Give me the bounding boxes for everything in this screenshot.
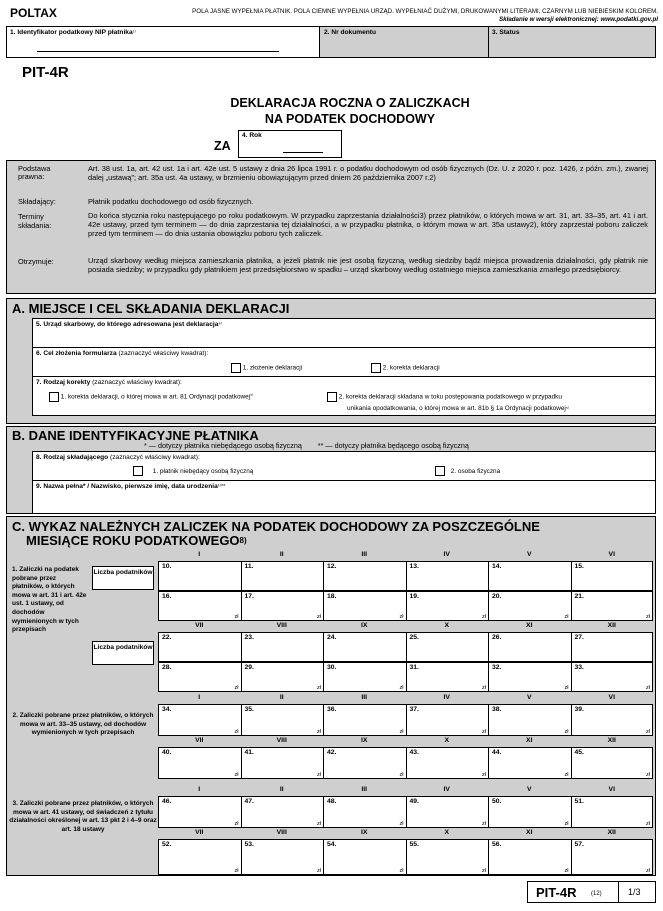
currency-label: zł <box>234 772 239 778</box>
brand-logo: POLTAX <box>10 6 57 20</box>
month-header: VIII <box>276 622 287 629</box>
currency-label: zł <box>564 772 569 778</box>
field-number: 36. <box>327 706 337 713</box>
footer-page: 1/3 <box>628 887 641 897</box>
field-number: 44. <box>492 749 502 756</box>
field-number: 32. <box>492 664 502 671</box>
currency-label: zł <box>481 685 486 691</box>
amount-field[interactable] <box>571 591 654 621</box>
amount-field[interactable] <box>323 839 406 875</box>
field-number: 21. <box>574 593 584 600</box>
podstawa-text: Art. 38 ust. 1a, art. 42 ust. 1a i art. 42e ust. 5 ustawy z dnia 26 lipca 1991 r. o podatku dochodowym od osób fizycznych (Dz. U. z 2020 r. poz. 1426, z późn. zm.), zwanej dalej „ustawą”; art. 35a ust. 4a ustawy, w brzmieniu obowiązującym przed dniem 26 października 2007 r.2) <box>88 164 648 182</box>
amount-field[interactable] <box>158 704 241 736</box>
footer-form-code: PIT-4R <box>536 885 577 900</box>
field-number: 37. <box>409 706 419 713</box>
currency-label: zł <box>564 685 569 691</box>
submitter-type-hint: (zaznaczyć właściwy kwadrat): <box>110 454 200 461</box>
section-c-title-line1: C. WYKAZ NALEŻNYCH ZALICZEK NA PODATEK DOCHODOWY ZA POSZCZEGÓLNE <box>12 519 540 534</box>
amount-field[interactable] <box>323 662 406 692</box>
correction-type-hint: (zaznaczyć właściwy kwadrat): <box>92 379 182 386</box>
currency-label: zł <box>316 772 321 778</box>
field-number: 16. <box>162 593 172 600</box>
month-header: III <box>361 786 368 793</box>
month-header: VI <box>608 694 615 701</box>
amount-field[interactable] <box>241 839 324 875</box>
form-code: PIT-4R <box>22 64 69 81</box>
month-header: IV <box>443 786 450 793</box>
liczba-podatnikow-b: Liczba podatników <box>92 641 154 665</box>
amount-field[interactable] <box>406 662 489 692</box>
amount-field[interactable] <box>241 747 324 779</box>
correction-type-label: 7. Rodzaj korekty <box>36 379 91 386</box>
field-number: 55. <box>409 841 419 848</box>
currency-label: zł <box>234 868 239 874</box>
currency-label: zł <box>316 868 321 874</box>
amount-field[interactable] <box>406 747 489 779</box>
month-header: VIII <box>276 829 287 836</box>
correction-art81-checkbox[interactable] <box>49 392 59 402</box>
field-number: 26. <box>492 634 502 641</box>
otrzymuje-label: Otrzymuje: <box>18 257 54 266</box>
terminy-text: Do końca stycznia roku następującego po roku podatkowym. W przypadku zaprzestania działalności3) przez płatników, o których mowa w art. 31, art. 33–35, art. 41 i art. 42e ustawy, przed tym terminem — do dnia zaprzestania tej działalności, a w przypadku płatnika, o którym mowa w art. 35a ustawy2), który zaprzestał poboru zaliczek przed tym terminem — do dnia ustania obowiązku poboru tych zaliczek. <box>88 211 648 238</box>
currency-label: zł <box>481 729 486 735</box>
month-header: X <box>444 737 450 744</box>
amount-field[interactable] <box>241 796 324 828</box>
field-number: 28. <box>162 664 172 671</box>
currency-label: zł <box>316 614 321 620</box>
year-label: 4. Rok <box>242 132 262 139</box>
field-number: 24. <box>327 634 337 641</box>
currency-label: zł <box>234 729 239 735</box>
field-number: 18. <box>327 593 337 600</box>
field-number: 50. <box>492 798 502 805</box>
field-number: 11. <box>244 563 254 570</box>
currency-label: zł <box>564 821 569 827</box>
amount-field[interactable] <box>571 747 654 779</box>
field-number: 22. <box>162 634 172 641</box>
month-header: III <box>361 551 368 558</box>
row2-label: 2. Zaliczki pobrane przez płatników, o których mowa w art. 33–35 ustawy, od dochodów wymienionych w tych przepisach <box>12 712 154 737</box>
amount-field[interactable] <box>241 632 324 662</box>
currency-label: zł <box>645 614 650 620</box>
purpose-hint: (zaznaczyć właściwy kwadrat): <box>118 350 209 357</box>
currency-label: zł <box>316 821 321 827</box>
month-header: IV <box>443 551 450 558</box>
natural-person-label: 2. osoba fizyczna <box>450 467 501 475</box>
footer-version: (12) <box>591 891 602 897</box>
field-number: 17. <box>244 593 254 600</box>
row3-label: 3. Zaliczki pobrane przez płatników, o których mowa w art. 41 ustawy, od świadczeń z tytułu działalności określonej w art. 13 pkt 2 i 4–9 oraz art. 18 ustawy <box>9 800 157 833</box>
amount-field[interactable] <box>323 704 406 736</box>
amount-field[interactable] <box>406 632 489 662</box>
field-number: 14. <box>492 563 502 570</box>
field-number: 29. <box>244 664 254 671</box>
amount-field[interactable] <box>158 796 241 828</box>
amount-field[interactable] <box>488 839 571 875</box>
month-header: VII <box>195 829 204 836</box>
amount-field[interactable] <box>323 747 406 779</box>
amount-field[interactable] <box>406 704 489 736</box>
nip-underline <box>37 51 279 52</box>
correction-art81b-footnote: ⁵⁾ <box>565 406 570 412</box>
field-number: 19. <box>409 593 419 600</box>
form-title-line2: NA PODATEK DOCHODOWY <box>264 112 436 126</box>
currency-label: zł <box>234 614 239 620</box>
currency-label: zł <box>645 685 650 691</box>
fill-instruction: POLA JASNE WYPEŁNIA PŁATNIK. POLA CIEMNE WYPEŁNIA URZĄD. WYPEŁNIAĆ DUŻYMI, DRUKOWANYMI LITERAMI, CZARNYM LUB NIEBIESKIM KOLOREM. <box>192 8 658 15</box>
amount-field[interactable] <box>488 704 571 736</box>
field-number: 15. <box>574 563 584 570</box>
skladajacy-label: Składający: <box>18 197 56 206</box>
currency-label: zł <box>399 868 404 874</box>
field-number: 20. <box>492 593 502 600</box>
month-header: XII <box>607 737 616 744</box>
year-field[interactable] <box>238 130 342 158</box>
month-header: X <box>444 829 450 836</box>
amount-field[interactable] <box>241 704 324 736</box>
footer-page-box <box>618 881 656 903</box>
currency-label: zł <box>399 614 404 620</box>
amount-field[interactable] <box>571 662 654 692</box>
month-header: I <box>198 786 201 793</box>
month-header: VII <box>195 622 204 629</box>
amount-field[interactable] <box>571 632 654 662</box>
month-header: V <box>526 786 532 793</box>
field-number: 34. <box>162 706 172 713</box>
month-header: V <box>526 694 532 701</box>
section-b-note: * — dotyczy płatnika niebędącego osobą fizyczną ** — dotyczy płatnika będącego osobą fizyczną <box>144 441 469 450</box>
amount-field[interactable] <box>406 796 489 828</box>
year-underline <box>283 152 323 153</box>
non-natural-person-label: 1. płatnik niebędący osobą fizyczną <box>152 467 254 475</box>
field-number: 39. <box>574 706 584 713</box>
month-header: IX <box>361 737 368 744</box>
purpose-declaration-checkbox[interactable] <box>231 363 241 373</box>
month-header: II <box>279 551 284 558</box>
field-number: 10. <box>162 563 172 570</box>
nip-footnote: ¹⁾ <box>132 30 136 36</box>
amount-field[interactable] <box>323 632 406 662</box>
currency-label: zł <box>564 729 569 735</box>
field-number: 40. <box>162 749 172 756</box>
amount-field[interactable] <box>571 704 654 736</box>
field-number: 45. <box>574 749 584 756</box>
field-number: 57. <box>574 841 584 848</box>
currency-label: zł <box>481 772 486 778</box>
amount-field[interactable] <box>488 591 571 621</box>
non-natural-person-checkbox[interactable] <box>133 466 143 476</box>
podstawa-label: Podstawa prawna: <box>18 164 51 182</box>
submitter-type-label: 8. Rodzaj składającego <box>36 454 109 461</box>
footer-code-box <box>527 881 619 903</box>
correction-art81-label: 1. korekta deklaracji, o której mowa w art. 81 Ordynacji podatkowej <box>60 393 251 401</box>
month-header: IX <box>361 622 368 629</box>
amount-field[interactable] <box>158 632 241 662</box>
currency-label: zł <box>645 772 650 778</box>
amount-field[interactable] <box>158 591 241 621</box>
currency-label: zł <box>645 821 650 827</box>
section-c-footnote: 8) <box>239 536 247 545</box>
month-header: I <box>198 551 201 558</box>
month-header: VII <box>195 737 204 744</box>
month-header: XI <box>526 737 533 744</box>
month-header: IV <box>443 694 450 701</box>
currency-label: zł <box>234 821 239 827</box>
natural-person-checkbox[interactable] <box>435 466 445 476</box>
amount-field[interactable] <box>571 839 654 875</box>
month-header: XII <box>607 829 616 836</box>
document-number-label: 2. Nr dokumentu <box>324 29 377 36</box>
row1-label: 1. Zaliczki na podatek pobrane przez płatników, o których mowa w art. 31 i art. 42e ust. 1 ustawy, od dochodów wymienionych w tych przepisach <box>12 566 87 634</box>
amount-field[interactable] <box>488 632 571 662</box>
currency-label: zł <box>564 614 569 620</box>
field-number: 13. <box>409 563 419 570</box>
month-header: XI <box>526 829 533 836</box>
purpose-correction-label: 2. korekta deklaracji <box>382 364 440 372</box>
field-number: 43. <box>409 749 419 756</box>
currency-label: zł <box>399 685 404 691</box>
amount-field[interactable] <box>488 747 571 779</box>
amount-field[interactable] <box>406 591 489 621</box>
field-number: 53. <box>244 841 254 848</box>
amount-field[interactable] <box>323 591 406 621</box>
field-number: 27. <box>574 634 584 641</box>
correction-art81b-label-line2: unikania opodatkowania, o której mowa w art. 81b § 1a Ordynacji podatkowej <box>347 405 566 412</box>
month-header: IX <box>361 829 368 836</box>
field-number: 51. <box>574 798 584 805</box>
name-label: 9. Nazwa pełna* / Nazwisko, pierwsze imię, data urodzenia <box>36 483 218 490</box>
field-number: 42. <box>327 749 337 756</box>
field-number: 23. <box>244 634 254 641</box>
field-number: 38. <box>492 706 502 713</box>
currency-label: zł <box>481 821 486 827</box>
name-field[interactable] <box>32 480 656 514</box>
currency-label: zł <box>645 868 650 874</box>
amount-field[interactable] <box>158 662 241 692</box>
submitter-type-field <box>32 451 656 481</box>
name-footnote: ¹⁾** <box>217 484 226 490</box>
tax-office-footnote: ⁴⁾ <box>218 322 223 328</box>
amount-field[interactable] <box>241 561 324 591</box>
month-header: I <box>198 694 201 701</box>
doc-divider <box>488 26 489 58</box>
amount-field[interactable] <box>406 561 489 591</box>
currency-label: zł <box>399 729 404 735</box>
field-number: 25. <box>409 634 419 641</box>
form-title-line1: DEKLARACJA ROCZNA O ZALICZKACH <box>230 96 470 110</box>
correction-art81b-checkbox[interactable] <box>327 392 337 402</box>
amount-field[interactable] <box>406 839 489 875</box>
terminy-label: Terminy składania: <box>18 212 52 230</box>
currency-label: zł <box>481 868 486 874</box>
currency-label: zł <box>481 614 486 620</box>
purpose-correction-checkbox[interactable] <box>371 363 381 373</box>
amount-field[interactable] <box>323 796 406 828</box>
field-number: 54. <box>327 841 337 848</box>
currency-label: zł <box>399 821 404 827</box>
month-header: VI <box>608 786 615 793</box>
amount-field[interactable] <box>241 591 324 621</box>
tax-office-field[interactable] <box>32 318 656 348</box>
currency-label: zł <box>316 685 321 691</box>
amount-field[interactable] <box>488 796 571 828</box>
correction-art81-footnote: ⁵⁾ <box>250 393 254 399</box>
amount-field[interactable] <box>158 561 241 591</box>
currency-label: zł <box>645 729 650 735</box>
field-number: 46. <box>162 798 172 805</box>
currency-label: zł <box>564 868 569 874</box>
field-number: 47. <box>244 798 254 805</box>
field-number: 49. <box>409 798 419 805</box>
amount-field[interactable] <box>571 561 654 591</box>
field-number: 31. <box>409 664 419 671</box>
field-number: 41. <box>244 749 254 756</box>
field-number: 52. <box>162 841 172 848</box>
electronic-filing-note: Składanie w wersji elektronicznej: www.podatki.gov.pl <box>499 16 658 23</box>
amount-field[interactable] <box>571 796 654 828</box>
status-label: 3. Status <box>492 29 520 36</box>
tax-office-label: 5. Urząd skarbowy, do którego adresowana jest deklaracja <box>36 321 219 328</box>
currency-label: zł <box>399 772 404 778</box>
month-header: X <box>444 622 450 629</box>
field-number: 56. <box>492 841 502 848</box>
skladajacy-text: Płatnik podatku dochodowego od osób fizycznych. <box>88 197 254 206</box>
currency-label: zł <box>234 685 239 691</box>
amount-field[interactable] <box>488 561 571 591</box>
za-label: ZA <box>214 139 231 153</box>
nip-label: 1. Identyfikator podatkowy NIP płatnika <box>10 29 133 36</box>
field-number: 30. <box>327 664 337 671</box>
field-number: 12. <box>327 563 337 570</box>
month-header: XII <box>607 622 616 629</box>
nip-field[interactable] <box>6 26 320 58</box>
amount-field[interactable] <box>158 747 241 779</box>
amount-field[interactable] <box>323 561 406 591</box>
month-header: VIII <box>276 737 287 744</box>
month-header: II <box>279 694 284 701</box>
month-header: V <box>526 551 532 558</box>
month-header: VI <box>608 551 615 558</box>
field-number: 48. <box>327 798 337 805</box>
correction-type-field <box>32 376 656 416</box>
purpose-declaration-label: 1. złożenie deklaracji <box>242 364 303 372</box>
section-c-title-line2: MIESIĄCE ROKU PODATKOWEGO <box>26 533 240 548</box>
section-b-title: B. DANE IDENTYFIKACYJNE PŁATNIKA <box>12 428 259 443</box>
purpose-label: 6. Cel złożenia formularza <box>36 350 117 357</box>
correction-art81b-label-line1: 2. korekta deklaracji składana w toku postępowania podatkowego w przypadku <box>338 393 562 401</box>
amount-field[interactable] <box>158 839 241 875</box>
month-header: III <box>361 694 368 701</box>
liczba-podatnikow-a: Liczba podatników <box>92 566 154 590</box>
section-a-title: A. MIEJSCE I CEL SKŁADANIA DEKLARACJI <box>12 301 290 316</box>
purpose-field <box>32 347 656 377</box>
otrzymuje-text: Urząd skarbowy według miejsca zamieszkania płatnika, a jeżeli płatnik nie jest osobą fizyczną, według siedziby bądź miejsca prowadzenia działalności, gdy płatnik nie posiada siedziby; w przypadku gdy płatnikiem jest przedsiębiorstwo w spadku – urząd skarbowy według ostatniego miejsca zamieszkania zmarłego przedsiębiorcy. <box>88 256 648 274</box>
amount-field[interactable] <box>241 662 324 692</box>
field-number: 33. <box>574 664 584 671</box>
month-header: XI <box>526 622 533 629</box>
currency-label: zł <box>316 729 321 735</box>
amount-field[interactable] <box>488 662 571 692</box>
month-header: II <box>279 786 284 793</box>
field-number: 35. <box>244 706 254 713</box>
